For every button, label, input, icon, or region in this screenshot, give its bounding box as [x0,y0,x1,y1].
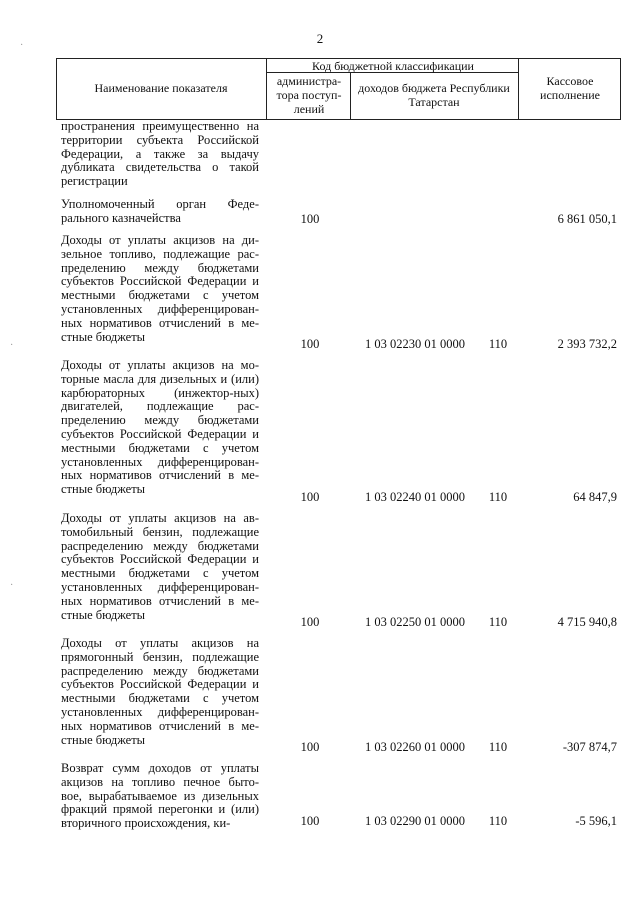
scan-speck: · [10,580,14,591]
header-divider [350,72,351,120]
row-administrator: 100 [300,490,320,504]
row-description: Доходы от уплаты акцизов на прямогонный бензин, подлежащие распределению между бюджетами субъектов Российской Федерации и местными бюджетами с учетом установленных дифференцирован-ных нормативов отчислений в ме-стные бюджеты [61,636,259,747]
scan-speck: · [10,340,14,351]
page-number: 2 [316,31,324,46]
row-code: 1 03 02230 01 0000 [365,337,465,351]
row-administrator: 100 [300,212,320,226]
header-divider [620,58,621,120]
row-description: пространения преимущественно на территории субъекта Российской Федерации, а также за выдачу дубликата свидетельства о такой регистрации [61,119,259,189]
header-divider [266,58,267,120]
row-amount: -5 596,1 [575,814,617,828]
row-description: Доходы от уплаты акцизов на ав-томобильный бензин, подлежащие распределению между бюджетами субъектов Российской Федерации и местными бюджетами с учетом установленных дифференцирован-ных нормативов отчислений в ме-стные бюджеты [61,511,259,622]
row-code: 1 03 02240 01 0000 [365,490,465,504]
row-type: 110 [488,615,508,629]
row-amount: 4 715 940,8 [557,615,617,629]
row-administrator: 100 [300,337,320,351]
row-type: 110 [488,740,508,754]
row-description: Уполномоченный орган Феде-рального казначейства [61,197,259,225]
row-administrator: 100 [300,615,320,629]
row-administrator: 100 [300,740,320,754]
row-type: 110 [488,814,508,828]
header-indicator: Наименование показателя [94,81,228,95]
row-type: 110 [488,337,508,351]
header-revenue: доходов бюджета Республики Татарстан [358,81,510,109]
header-cash: Кассовое исполнение [540,74,600,102]
header-administrator: администра-тора поступ-лений [276,74,342,116]
row-type: 110 [488,490,508,504]
row-description: Доходы от уплаты акцизов на мо-торные масла для дизельных и (или) карбюраторных (инжектор-ных) двигателей, подлежащие рас-пределению между бюджетами субъектов Российской Федерации и местными бюджетами с учетом установленных дифференцирован-ных нормативов отчислений в ме-стные бюджеты [61,358,259,497]
row-amount: 2 393 732,2 [557,337,617,351]
row-amount: 64 847,9 [573,490,617,504]
row-description: Возврат сумм доходов от уплаты акцизов на топливо печное быто-вое, вырабатываемое из дизельных фракций прямой перегонки и (или) вторичного происхождения, ки- [61,761,259,831]
scan-speck: · [20,40,24,51]
row-code: 1 03 02250 01 0000 [365,615,465,629]
row-amount: -307 874,7 [562,740,617,754]
header-divider [518,58,519,120]
row-description: Доходы от уплаты акцизов на ди-зельное топливо, подлежащие рас-пределению между бюджетами субъектов Российской Федерации и местными бюджетами с учетом установленных дифференцирован-ных нормативов отчислений в ме-стные бюджеты [61,233,259,344]
row-code: 1 03 02290 01 0000 [365,814,465,828]
row-code: 1 03 02260 01 0000 [365,740,465,754]
row-administrator: 100 [300,814,320,828]
header-budget-code: Код бюджетной классификации [312,59,474,73]
header-divider [56,58,57,120]
row-amount: 6 861 050,1 [557,212,617,226]
